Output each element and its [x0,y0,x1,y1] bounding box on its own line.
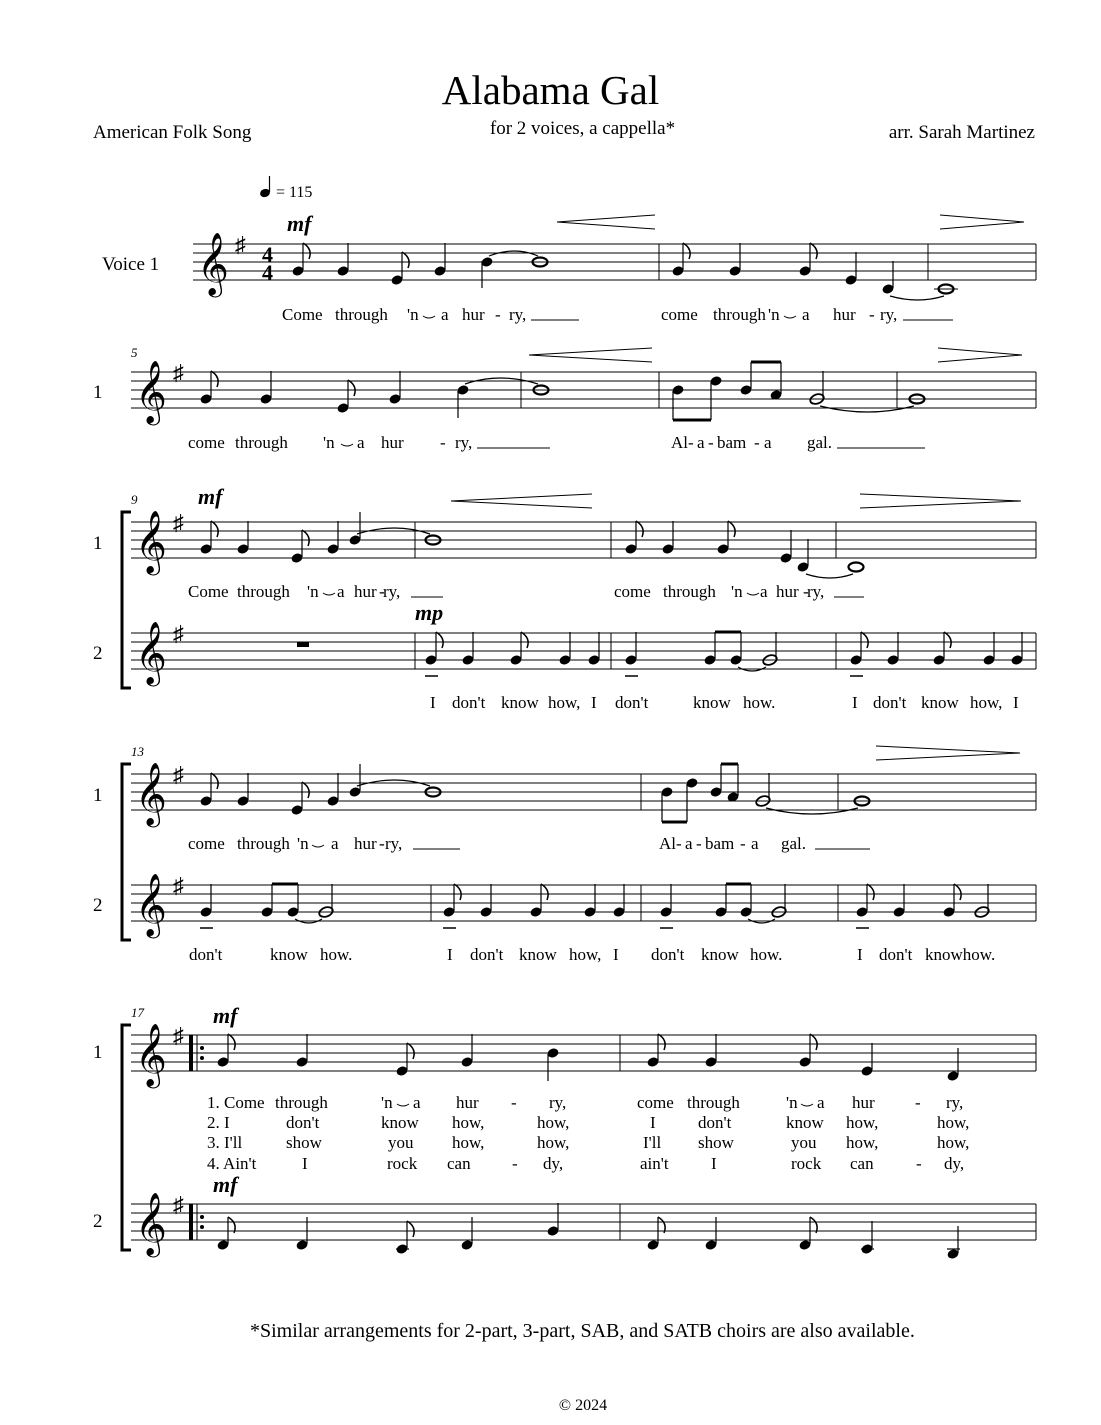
note [892,884,905,918]
lyric-syllable: 'n [731,582,743,601]
lyric-syllable: hur [852,1093,875,1112]
lyric-syllable: how, [937,1113,970,1132]
lyric-syllable: - [869,305,875,324]
subtitle: for 2 voices, a cappella* [489,118,676,139]
note [546,1203,559,1237]
arranger-credit: arr. Sarah Martinez [888,122,1035,143]
note [236,773,249,807]
lyric-syllable: a [357,433,365,452]
lyric-syllable: - [803,582,809,601]
footnote: *Similar arrangements for 2-part, 3-part, SAB, and SATB choirs are also available. [250,1320,915,1342]
note [685,777,698,822]
svg-text:𝄞: 𝄞 [135,1025,167,1085]
composer-credit: American Folk Song [93,122,252,143]
lyric-syllable: come [661,305,698,324]
lyric-syllable: know [270,945,308,964]
lyric-syllable: know [921,693,959,712]
note [199,521,218,555]
lyric-syllable: - [916,1154,922,1173]
lyric-syllable: hur [381,433,404,452]
lyric-syllable: a [764,433,772,452]
svg-text:mf: mf [213,1003,238,1028]
lyric-syllable: how, [970,693,1003,712]
measure-number: 5 [131,345,138,360]
note [739,884,752,918]
hairpins [529,348,1022,362]
lyric-syllable: I [613,945,619,964]
note [982,632,995,666]
note [809,371,825,406]
lyric-syllable: Al [671,433,688,452]
svg-text:𝄞: 𝄞 [135,623,167,683]
lyric-syllable: 3. I'll [207,1133,243,1152]
system-bracket [122,764,131,940]
lyric-syllable: hur [456,1093,479,1112]
lyric-syllable: how. [750,945,783,964]
lyric-syllable: through [275,1093,328,1112]
staff-lines-v2 [131,633,1036,669]
lyric-syllable: how, [452,1133,485,1152]
note [286,884,299,918]
note [460,1034,473,1068]
lyric-syllable: how. [743,693,776,712]
lyric-syllable: Come [188,582,229,601]
lyric-syllable: ry, [880,305,898,324]
notes-v1 [199,764,869,822]
svg-text:1: 1 [93,533,103,554]
crescendo [557,215,655,229]
note [942,884,961,918]
note [886,632,899,666]
lyric-syllable: rock [387,1154,418,1173]
note [849,563,864,572]
lyric-syllable: - [440,433,446,452]
lyric-syllable: - [495,305,501,324]
lyric-syllable: don't [879,945,913,964]
lyric-syllable: 4. Ain't [207,1154,257,1173]
lyric-syllable: 'n [381,1093,393,1112]
notes [199,362,924,420]
lyric-syllable: a [685,834,693,853]
system-bracket [122,1025,131,1250]
note [860,1221,874,1255]
lyric-syllable: don't [651,945,685,964]
note [480,256,493,288]
lyric-syllable: come [614,582,651,601]
note [479,884,492,918]
lyric-syllable: ry, [385,834,403,853]
lyric-syllable: 2. I [207,1113,230,1132]
note [671,384,684,420]
lyric-syllable: a [337,582,345,601]
note [771,884,787,919]
extender-lines [341,444,925,448]
note [624,521,643,555]
whole-rest [297,642,309,647]
lyric-syllable: a [817,1093,825,1112]
lyric-syllable: don't [286,1113,320,1132]
note [704,1034,717,1068]
lyric-syllable: a [802,305,810,324]
measure-number: 13 [131,744,144,759]
svg-text:mf: mf [198,484,223,509]
lyric-syllable: how, [846,1133,879,1152]
note [290,530,309,564]
lyric-syllable: I [302,1154,308,1173]
staff-label-voice-1: Voice 1 [102,254,160,275]
lyric-syllable: a [751,834,759,853]
lyric-syllable: through [335,305,388,324]
lyric-syllable: I [852,693,858,712]
lyric-syllable: dy, [944,1154,965,1173]
system-4 [93,744,1036,964]
song-title: Alabama Gal [441,67,660,113]
note [336,380,355,414]
lyric-syllable: how, [569,945,602,964]
verse-4 [207,1154,964,1173]
lyric-syllable: don't [873,693,907,712]
note [796,539,809,573]
lyric-syllable: don't [189,945,223,964]
lyric-syllable: know [519,945,557,964]
note [456,384,469,418]
note [755,773,771,808]
lyric-syllable: Al [659,834,676,853]
note [661,521,674,555]
lyric-syllable: ry, [946,1093,964,1112]
tempo-mark [259,176,313,201]
note [612,884,625,918]
note [236,521,249,555]
note [290,782,309,816]
lyric-syllable: I [430,693,436,712]
lyrics-v2 [430,693,1019,712]
hairpins [557,215,1024,229]
lyric-syllable: how, [548,693,581,712]
system-bracket [122,512,131,688]
note [326,521,339,555]
svg-text:♯: ♯ [173,621,184,646]
svg-text:♯: ♯ [173,1192,184,1217]
lyric-syllable: ry, [383,582,401,601]
lyric-syllable: I [857,945,863,964]
lyric-syllable: how, [537,1113,570,1132]
lyric-syllable: I [650,1113,656,1132]
svg-text:1: 1 [93,785,103,806]
lyric-syllable: show [698,1133,734,1152]
svg-text:♯: ♯ [173,510,184,535]
note [709,764,722,798]
lyric-syllable: through [237,834,290,853]
lyric-syllable: dy, [543,1154,564,1173]
lyric-syllable: you [388,1133,414,1152]
note [587,632,600,666]
svg-text:♯: ♯ [173,1023,184,1048]
note [259,371,272,405]
lyric-syllable: bam [717,433,747,452]
note [798,1034,817,1068]
lyric-syllable: don't [615,693,649,712]
note [660,786,673,822]
verse-2 [207,1113,969,1132]
measure-number: 17 [131,1005,144,1020]
lyric-syllable: knowhow. [925,945,996,964]
lyric-syllable: 'n [768,305,780,324]
lyric-syllable: come [188,433,225,452]
lyric-syllable: how. [320,945,353,964]
note [295,1034,308,1068]
lyric-syllable: hur [833,305,856,324]
lyric-syllable: know [786,1113,824,1132]
lyric-syllable: can [850,1154,874,1173]
lyric-syllable: know [381,1113,419,1132]
lyric-syllable: how, [846,1113,879,1132]
lyric-syllable: 'n [786,1093,798,1112]
key-signature-sharp: ♯ [173,360,184,385]
lyric-syllable: through [687,1093,740,1112]
lyric-syllable: 'n [307,582,319,601]
lyric-syllable: I [447,945,453,964]
lyric-syllable: show [286,1133,322,1152]
svg-text:♯: ♯ [173,873,184,898]
lyric-syllable: I [711,1154,717,1173]
lyric-syllable: come [637,1093,674,1112]
note [348,764,361,798]
staff-lines-v1 [131,522,1036,558]
lyric-syllable: hur [462,305,485,324]
note [395,1221,414,1255]
note [318,884,334,919]
lyric-syllable: I'll [643,1133,662,1152]
lyrics [188,433,832,452]
lyric-syllable: - [915,1093,921,1112]
note [798,243,817,277]
tempo-text: = 115 [276,184,313,201]
lyric-syllable: through [663,582,716,601]
note [860,1043,873,1077]
lyrics-v2 [189,945,995,964]
lyric-syllable: a [441,305,449,324]
lyrics-v1 [188,582,824,601]
tie [890,296,944,300]
lyric-syllable: - [379,834,385,853]
note [932,632,951,666]
lyric-syllable: - [379,582,385,601]
lyric-syllable: a [697,433,705,452]
lyric-syllable: through [713,305,766,324]
lyric-syllable: know [501,693,539,712]
system-1 [102,211,1036,324]
notes-v1 [216,1034,959,1082]
lyric-syllable: - [512,1154,518,1173]
lyric-syllable: don't [452,693,486,712]
key-signature-sharp: ♯ [235,232,246,257]
lyric-syllable: ry, [549,1093,567,1112]
note [762,632,778,667]
note [844,252,857,286]
note [461,632,474,666]
lyric-syllable: - [708,433,714,452]
lyric-syllable: Come [282,305,323,324]
lyric-syllable: 'n [297,834,309,853]
lyric-syllable: - [511,1093,517,1112]
system-2 [93,345,1036,452]
note [671,243,690,277]
repeat-signs [189,1035,204,1240]
svg-text:𝄞: 𝄞 [135,1194,167,1254]
lyric-syllable: ry, [455,433,473,452]
lyric-syllable: 1. Come [207,1093,265,1112]
svg-text:2: 2 [93,895,103,916]
svg-text:mf: mf [213,1172,238,1197]
note [1010,632,1023,666]
lyric-syllable: ry, [509,305,527,324]
lyric-syllable: 'n [407,305,419,324]
note [199,773,218,807]
note [199,371,218,405]
note [388,371,401,405]
staff-label-1: 1 [93,382,103,403]
note [326,773,339,807]
measure-number: 9 [131,492,138,507]
note [729,632,742,666]
treble-clef: 𝄞 [135,362,167,422]
lyric-syllable: - [696,834,702,853]
lyric-syllable: a [331,834,339,853]
lyric-syllable: ain't [640,1154,669,1173]
lyric-syllable: gal. [781,834,807,853]
lyric-syllable: a [760,582,768,601]
note [260,884,273,918]
note [709,375,722,420]
note [395,1043,414,1077]
lyric-syllable: through [235,433,288,452]
svg-text:𝄞: 𝄞 [135,512,167,572]
note [646,1034,665,1068]
note [728,243,741,277]
note [714,884,727,918]
lyric-syllable: ry, [807,582,825,601]
whole-note [934,285,958,294]
lyric-syllable: how, [937,1133,970,1152]
note [291,243,310,277]
time-signature-top: 4 [262,242,273,267]
svg-text:𝄞: 𝄞 [135,764,167,824]
lyric-syllable: through [237,582,290,601]
note [703,632,716,666]
lyric-syllable: hur [354,834,377,853]
lyrics-v1 [188,834,806,853]
lyric-syllable: - [676,834,682,853]
lyric-syllable: hur [354,582,377,601]
dynamic-mf: mf [287,211,312,236]
lyric-syllable: a [413,1093,421,1112]
barlines [415,522,1036,669]
time-signature-bottom: 4 [262,260,273,285]
note [739,362,752,396]
lyric-syllable: come [188,834,225,853]
note [881,261,894,295]
lyric-syllable: you [791,1133,817,1152]
verse-1 [207,1093,963,1112]
svg-text:mp: mp [415,600,444,625]
lyric-syllable: can [447,1154,471,1173]
hairpins [451,494,1021,508]
note [716,521,735,555]
lyric-syllable: bam [705,834,735,853]
lyric-syllable: know [693,693,731,712]
note [583,884,596,918]
svg-text:2: 2 [93,1211,103,1232]
lyric-syllable: - [688,433,694,452]
lyric-syllable: - [754,433,760,452]
note [779,530,792,564]
lyric-syllable: don't [470,945,504,964]
svg-text:𝄞: 𝄞 [135,875,167,935]
svg-text:2: 2 [93,643,103,664]
lyrics [282,305,897,324]
staff-lines [193,244,1036,280]
note [546,1047,559,1081]
note [509,632,528,666]
svg-text:♯: ♯ [173,762,184,787]
note [336,243,349,277]
lyric-syllable: 'n [323,433,335,452]
lyric-syllable: don't [698,1113,732,1132]
note [433,243,446,277]
lyric-syllable: know [701,945,739,964]
system-5 [93,1003,1036,1260]
note [529,884,548,918]
diminuendo [876,746,1020,760]
diminuendo [940,215,1024,229]
lyric-syllable: gal. [807,433,833,452]
lyric-syllable: how, [537,1133,570,1152]
system-3 [93,484,1036,712]
lyric-syllable: I [1013,693,1019,712]
copyright: © 2024 [558,1397,608,1414]
verse-3 [207,1133,969,1152]
note [390,252,409,286]
svg-text:1: 1 [93,1042,103,1063]
lyric-syllable: hur [776,582,799,601]
lyric-syllable: - [740,834,746,853]
lyric-syllable: how, [452,1113,485,1132]
note [216,1034,235,1068]
lyric-syllable: I [591,693,597,712]
note [348,512,361,546]
note [974,884,990,919]
lyric-syllable: rock [791,1154,822,1173]
treble-clef: 𝄞 [197,234,229,294]
note [558,632,571,666]
